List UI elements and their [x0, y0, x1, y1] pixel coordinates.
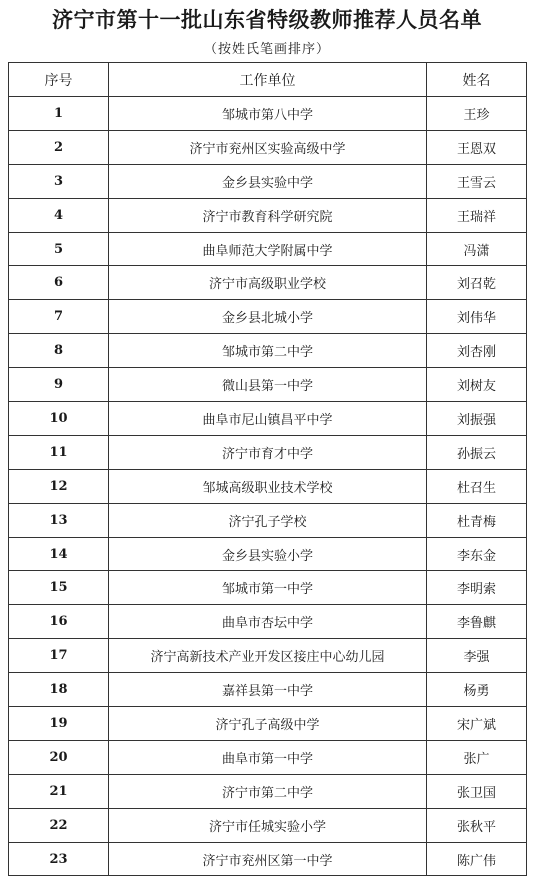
row-workplace: 嘉祥县第一中学	[109, 673, 427, 707]
row-name: 孙振云	[427, 435, 527, 469]
table-row	[9, 232, 527, 266]
row-workplace: 济宁市高级职业学校	[109, 266, 427, 300]
row-index: 16	[9, 605, 109, 639]
row-index: 10	[9, 402, 109, 436]
row-index: 4	[9, 198, 109, 232]
row-workplace: 济宁高新技术产业开发区接庄中心幼儿园	[109, 639, 427, 673]
row-index: 23	[9, 842, 109, 876]
row-workplace: 济宁孔子学校	[109, 503, 427, 537]
table-row	[9, 402, 527, 436]
row-name: 李明索	[427, 571, 527, 605]
table-row	[9, 842, 527, 876]
row-index: 6	[9, 266, 109, 300]
row-name: 张广	[427, 740, 527, 774]
row-name: 王雪云	[427, 164, 527, 198]
row-workplace: 金乡县实验中学	[109, 164, 427, 198]
table-row	[9, 469, 527, 503]
row-name: 李东金	[427, 537, 527, 571]
row-workplace: 济宁市第二中学	[109, 774, 427, 808]
table-row	[9, 707, 527, 741]
row-index: 19	[9, 707, 109, 741]
row-index: 15	[9, 571, 109, 605]
row-name: 李强	[427, 639, 527, 673]
row-name: 杜青梅	[427, 503, 527, 537]
row-workplace: 邹城市第一中学	[109, 571, 427, 605]
header-name: 姓名	[427, 63, 527, 97]
row-name: 王恩双	[427, 130, 527, 164]
row-index: 2	[9, 130, 109, 164]
row-index: 7	[9, 300, 109, 334]
table-row	[9, 571, 527, 605]
document-title: 济宁市第十一批山东省特级教师推荐人员名单	[52, 7, 482, 32]
row-workplace: 邹城市第八中学	[109, 97, 427, 131]
row-workplace: 济宁市任城实验小学	[109, 808, 427, 842]
row-index: 20	[9, 740, 109, 774]
row-name: 王珍	[427, 97, 527, 131]
row-index: 17	[9, 639, 109, 673]
row-name: 宋广斌	[427, 707, 527, 741]
row-index: 1	[9, 97, 109, 131]
table-header-row	[9, 63, 527, 97]
row-name: 刘树友	[427, 368, 527, 402]
row-workplace: 曲阜市尼山镇昌平中学	[109, 402, 427, 436]
table-row	[9, 740, 527, 774]
header-workplace: 工作单位	[109, 63, 427, 97]
row-name: 杜召生	[427, 469, 527, 503]
row-index: 13	[9, 503, 109, 537]
table-row	[9, 435, 527, 469]
recommendation-table	[8, 62, 527, 876]
row-index: 3	[9, 164, 109, 198]
document-subtitle: （按姓氏笔画排序）	[203, 42, 330, 57]
header-index: 序号	[9, 63, 109, 97]
table-row	[9, 97, 527, 131]
row-name: 杨勇	[427, 673, 527, 707]
row-workplace: 曲阜市杏坛中学	[109, 605, 427, 639]
row-workplace: 济宁市兖州区实验高级中学	[109, 130, 427, 164]
row-workplace: 济宁市育才中学	[109, 435, 427, 469]
table-row	[9, 164, 527, 198]
row-workplace: 金乡县北城小学	[109, 300, 427, 334]
row-workplace: 曲阜师范大学附属中学	[109, 232, 427, 266]
row-workplace: 金乡县实验小学	[109, 537, 427, 571]
row-index: 9	[9, 368, 109, 402]
table-row	[9, 605, 527, 639]
row-workplace: 邹城高级职业技术学校	[109, 469, 427, 503]
row-name: 张秋平	[427, 808, 527, 842]
row-index: 5	[9, 232, 109, 266]
row-index: 22	[9, 808, 109, 842]
row-index: 8	[9, 334, 109, 368]
table-row	[9, 334, 527, 368]
row-name: 刘召乾	[427, 266, 527, 300]
row-workplace: 济宁孔子高级中学	[109, 707, 427, 741]
row-workplace: 济宁市兖州区第一中学	[109, 842, 427, 876]
table-row	[9, 266, 527, 300]
row-index: 21	[9, 774, 109, 808]
row-workplace: 微山县第一中学	[109, 368, 427, 402]
row-name: 张卫国	[427, 774, 527, 808]
row-index: 14	[9, 537, 109, 571]
row-name: 刘伟华	[427, 300, 527, 334]
table-row	[9, 774, 527, 808]
table-row	[9, 300, 527, 334]
table-row	[9, 639, 527, 673]
row-workplace: 曲阜市第一中学	[109, 740, 427, 774]
row-workplace: 济宁市教育科学研究院	[109, 198, 427, 232]
table-row	[9, 130, 527, 164]
row-name: 刘振强	[427, 402, 527, 436]
row-index: 12	[9, 469, 109, 503]
row-name: 冯潇	[427, 232, 527, 266]
row-name: 李鲁麒	[427, 605, 527, 639]
row-name: 陈广伟	[427, 842, 527, 876]
table-row	[9, 808, 527, 842]
row-workplace: 邹城市第二中学	[109, 334, 427, 368]
table-body	[9, 97, 527, 876]
table-row	[9, 198, 527, 232]
row-name: 王瑞祥	[427, 198, 527, 232]
table-row	[9, 673, 527, 707]
row-index: 11	[9, 435, 109, 469]
table-row	[9, 368, 527, 402]
row-index: 18	[9, 673, 109, 707]
table-row	[9, 503, 527, 537]
row-name: 刘杏刚	[427, 334, 527, 368]
table-row	[9, 537, 527, 571]
